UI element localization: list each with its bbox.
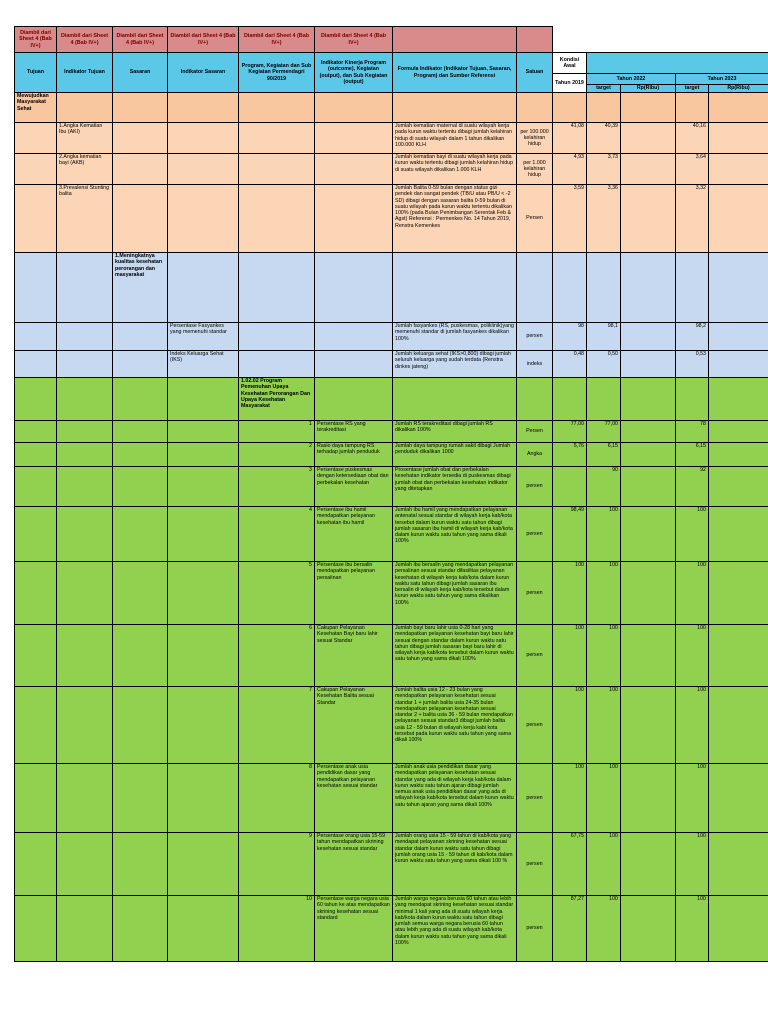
blank-cell xyxy=(553,27,768,53)
target-2023-cell: 100 xyxy=(676,562,709,625)
target-2022-cell: 98,1 xyxy=(587,323,621,351)
table-row xyxy=(15,253,768,323)
formula-cell: Jumlah fasyankes (RS, puskesmas, poliklinik)yang memenuhi standar di jumlah fasyankes dikalikan 100% xyxy=(393,323,517,351)
source-header-blank xyxy=(393,27,517,53)
kondisi-awal-cell: 100 xyxy=(553,764,587,833)
program-cell: 1.02.02 Program Pemenuhan Upaya Kesehatan Perorangan Dan Upaya Kesehatan Masyarakat xyxy=(239,378,315,421)
row-number-cell: 10 xyxy=(239,896,315,962)
indikator-kinerja-cell: Persentase RS yang terakreditasi xyxy=(315,421,393,443)
table-row xyxy=(15,562,768,625)
col-formula: Formula Indikator (Indikator Tujuan, Sasaran, Program) dan Sumber Referensi xyxy=(393,53,517,93)
satuan-cell: indeks xyxy=(517,351,553,378)
table-row xyxy=(15,323,768,351)
target-2022-cell: 100 xyxy=(587,764,621,833)
formula-cell: Jumlah orang usia 15 - 59 tahun di kab/kota yang mendapat pelayanan skrining kesehatan sesuai standar dalam kurun waktu satu tahun dibagi jumlah orang usia 15 - 59 tahun di kab/kota dalam kurun waktu satu tahun yang sama dikali 100 % xyxy=(393,833,517,896)
col-target-2023: target xyxy=(676,85,709,93)
row-number-cell: 2 xyxy=(239,443,315,467)
kondisi-awal-cell xyxy=(553,467,587,507)
table-row xyxy=(15,351,768,378)
source-header-row xyxy=(15,27,768,53)
target-2023-cell: 100 xyxy=(676,625,709,687)
satuan-cell: persen xyxy=(517,764,553,833)
table-row xyxy=(15,764,768,833)
indikator-kinerja-cell: Persentase anak usia pendidikan dasar yang mendapatkan pelayanan kesehatan sesuai standar xyxy=(315,764,393,833)
kondisi-awal-cell: 41,08 xyxy=(553,123,587,154)
satuan-cell: persen xyxy=(517,833,553,896)
source-header: Diambil dari Sheet 4 (Bab IV+) xyxy=(15,27,57,53)
target-2023-cell: 100 xyxy=(676,833,709,896)
target-2023-cell: 3,32 xyxy=(676,185,709,253)
row-number-cell: 1 xyxy=(239,421,315,443)
col-rp-2022: Rp(Ribu) xyxy=(621,85,676,93)
target-2023-cell: 100 xyxy=(676,507,709,562)
formula-cell: Jumlah kematian bayi di suatu wilayah kerja pada kurun waktu tertentu dibagi jumlah kelahiran hidup di suatu wilayah dikalikan 1.000 KLH xyxy=(393,154,517,185)
kondisi-awal-cell: 77,00 xyxy=(553,421,587,443)
satuan-cell: persen xyxy=(517,467,553,507)
formula-cell: Prosentase jumlah obat dan perbekalan kesehatan indikator tersedia di puskesmas dibagi jumlah obat dan perbekalan kesehatan indikator yang ditetapkan xyxy=(393,467,517,507)
col-target-2022: target xyxy=(587,85,621,93)
indikator-kinerja-cell: Cakupan Pelayanan Kesehatan Bayi baru lahir sesuai Standar xyxy=(315,625,393,687)
formula-cell: Jumlah anak usia pendidikan dasar yang mendapatkan pelayanan kesehatan sesuai standar yang ada di wilayah kerja kab/kota dalam kurun waktu satu tahun ajaran dibagi jumlah semua anak usia pendidikan dasar yang ada di wilayah kerja kab/kota tersebut dalam kurun waktu satu tahun ajaran yang sama dikali 100% xyxy=(393,764,517,833)
source-header: Diambil dari Sheet 4 (Bab IV+) xyxy=(57,27,113,53)
indikator-sasaran-cell: Persentase Fasyankes yang memenuhi standar xyxy=(168,323,239,351)
target-2023-cell: 0,53 xyxy=(676,351,709,378)
target-2023-cell: 92 xyxy=(676,467,709,507)
column-header-row xyxy=(15,53,768,74)
col-blank xyxy=(587,53,768,74)
table-row xyxy=(15,378,768,421)
row-number-cell: 6 xyxy=(239,625,315,687)
indikator-kinerja-cell: Persentase ibu hamil mendapatkan pelayanan kesehatan ibu hamil xyxy=(315,507,393,562)
target-2023-cell: 3,64 xyxy=(676,154,709,185)
kondisi-awal-cell: 98,49 xyxy=(553,507,587,562)
formula-cell: Jumlah ibu hamil yang mendapatkan pelayanan antenatal sesuai standar di wilayah kerja kab/kota tersebut dalam kurun waktu satu tahun dibagi jumlah sasaran ibu hamil di wilayah kerja kab/kota dalam kurun waktu satu tahun yang sama dikali 100% xyxy=(393,507,517,562)
source-header: Diambil dari Sheet 4 (Bab IV+) xyxy=(168,27,239,53)
formula-cell: Jumlah warga negara berusia 60 tahun atau lebih yang mendapat skrining kesehatan sesuai standar minimal 1 kali yang ada di suatu wilayah kerja kab/kota dalam kurun waktu satu tahun dibagi jumlah semua warga negara berusia 60 tahun atau lebih yang ada di suatu wilayah kab/kota dalam kurun waktu satu tahun yang sama dikali 100% xyxy=(393,896,517,962)
satuan-cell: Angka xyxy=(517,443,553,467)
target-2022-cell: 100 xyxy=(587,687,621,764)
target-2022-cell: 3,36 xyxy=(587,185,621,253)
target-2022-cell: 100 xyxy=(587,896,621,962)
indikator-kinerja-cell: Persentase ibu bersalin mendapatkan pelayanan persalinan xyxy=(315,562,393,625)
satuan-cell: persen xyxy=(517,323,553,351)
source-header: Diambil dari Sheet 4 (Bab IV+) xyxy=(239,27,315,53)
col-sasaran: Sasaran xyxy=(113,53,168,93)
col-tahun-2019: Tahun 2019 xyxy=(553,74,587,93)
satuan-cell: Persen xyxy=(517,185,553,253)
target-2022-cell: 90 xyxy=(587,467,621,507)
formula-cell: Jumlah daya tampung rumah sakit dibagi Jumlah penduduk dikalikan 1000 xyxy=(393,443,517,467)
kondisi-awal-cell: 87,27 xyxy=(553,896,587,962)
kondisi-awal-cell: 4,93 xyxy=(553,154,587,185)
formula-cell: Jumlah bayi baru lahir usia 0-28 hari yang mendapatkan pelayanan kesehatan bayi baru lahir sesuai dengan standar dalam kurun waktu satu tahun dibagi jumlah sasaran bayi baru lahir di wilayah kerja kab/kota tersebut dalam kurun waktu satu tahun yang sama dikali 100% xyxy=(393,625,517,687)
indikator-kinerja-cell: Persentase warga negara usia 60 tahun ke atas mendapatkan skrining kesehatan sesuai standard xyxy=(315,896,393,962)
target-2022-cell: 77,00 xyxy=(587,421,621,443)
kondisi-awal-cell: 100 xyxy=(553,625,587,687)
col-indikator-sasaran: Indikator Sasaran xyxy=(168,53,239,93)
col-indikator-kinerja: Indikator Kinerja Program (outcome), Kegiatan (output), dan Sub Kegiatan (output) xyxy=(315,53,393,93)
col-indikator-tujuan: Indikator Tujuan xyxy=(57,53,113,93)
kondisi-awal-cell: 100 xyxy=(553,562,587,625)
target-2022-cell: 100 xyxy=(587,507,621,562)
target-2022-cell: 40,39 xyxy=(587,123,621,154)
satuan-cell: persen xyxy=(517,625,553,687)
target-2022-cell: 0,50 xyxy=(587,351,621,378)
formula-cell: Jumlah keluarga sehat (IKS>0,800) dibagi jumlah seluruh keluarga yang sudah terdata (Renstra dinkes jateng) xyxy=(393,351,517,378)
tujuan-cell: Mewujudkan Masyarakat Sehat xyxy=(15,93,57,123)
row-number-cell: 8 xyxy=(239,764,315,833)
kondisi-awal-cell: 98 xyxy=(553,323,587,351)
indikator-sasaran-cell: Indeks Keluarga Sehat (IKS) xyxy=(168,351,239,378)
source-header: Diambil dari Sheet 4 (Bab IV+) xyxy=(315,27,393,53)
formula-cell: Jumlah ibu bersalin yang mendapatkan pelayanan persalinan sesuai standar difasilitas pelayanan kesehatan di wilayah kerja kab/kota dalam kurun waktu satu tahun dibagi jumlah sasaran ibu bersalin di wilayah kerja kab/kota tersebut dalam kurun waktu satu tahun yang sama dikalikan 100% xyxy=(393,562,517,625)
col-rp-2023: Rp(Ribu) xyxy=(709,85,768,93)
table-row xyxy=(15,185,768,253)
source-header: Diambil dari Sheet 4 (Bab IV+) xyxy=(113,27,168,53)
satuan-cell: persen xyxy=(517,687,553,764)
table-row xyxy=(15,625,768,687)
indikator-kinerja-cell: Rasio daya tampung RS terhadap jumlah penduduk xyxy=(315,443,393,467)
target-2023-cell: 100 xyxy=(676,896,709,962)
satuan-cell: per 1.000 kelahiran hidup xyxy=(517,154,553,185)
indikator-tujuan-cell: 2.Angka kematian bayi (AKB) xyxy=(57,154,113,185)
target-2022-cell: 3,73 xyxy=(587,154,621,185)
kondisi-awal-cell: 5,76 xyxy=(553,443,587,467)
row-number-cell: 4 xyxy=(239,507,315,562)
table-row xyxy=(15,443,768,467)
indikator-tujuan-cell: 3.Prevalensi Stunting balita xyxy=(57,185,113,253)
col-tujuan: Tujuan xyxy=(15,53,57,93)
formula-cell: Jumlah balita usia 12 - 23 bulan yang mendapatkan pelayanan kesehatan sesuai standar 1 + jumlah balita usia 24-35 bulan mendapatkan pelayanan kesehatan sesuai standar 2 + balita usia 36 - 59 bulan mendapatkan pelayanan sesuai standar3 dibagi jumlah balita usia 12 - 59 bulan di wilayah kerja kabi kota tersebut pada kurun waktu satu tahun yang sama dikali 100% xyxy=(393,687,517,764)
target-2022-cell: 100 xyxy=(587,625,621,687)
table-row xyxy=(15,833,768,896)
table-row xyxy=(15,123,768,154)
target-2023-cell: 6,15 xyxy=(676,443,709,467)
satuan-cell: persen xyxy=(517,896,553,962)
kondisi-awal-cell: 0,48 xyxy=(553,351,587,378)
indikator-kinerja-cell: Persentase orang usia 15-59 tahun mendapatkan skrining kesehatan sesuai standar xyxy=(315,833,393,896)
table-row xyxy=(15,421,768,443)
row-number-cell: 9 xyxy=(239,833,315,896)
table-row xyxy=(15,467,768,507)
satuan-cell: persen xyxy=(517,562,553,625)
formula-cell: Jumlah Balita 0-59 bulan dengan status gizi pendek dan sangat pendek (TB/U atau PB/U < -2 SD) dibagi dengan sasaran balita 0-59 bulan di suatu wilayah pada kurun waktu tertentu dikalikan 100% (pada Bulan Penimbangan Serentak Feb & Agst) Referensi : Permenkes No. 14 Tahun 2019, Renstra Kemenkes xyxy=(393,185,517,253)
source-header-blank xyxy=(517,27,553,53)
sasaran-cell: 1.Meningkatnya kualitas kesehatan perorangan dan masyarakat xyxy=(113,253,168,323)
indikator-tujuan-cell: 1.Angka Kematian Ibu (AKI) xyxy=(57,123,113,154)
col-satuan: Satuan xyxy=(517,53,553,93)
col-tahun-2022: Tahun 2022 xyxy=(587,74,676,85)
col-kondisi-awal: Kondisi Awal xyxy=(553,53,587,74)
indikator-kinerja-cell: Persentase puskesmas dengan ketersediaan obat dan perbekalan kesehatan xyxy=(315,467,393,507)
renstra-table xyxy=(14,26,768,962)
satuan-cell: persen xyxy=(517,507,553,562)
col-tahun-2023: Tahun 2023 xyxy=(676,74,768,85)
row-number-cell: 7 xyxy=(239,687,315,764)
target-2022-cell: 100 xyxy=(587,833,621,896)
row-number-cell: 5 xyxy=(239,562,315,625)
table-row xyxy=(15,93,768,123)
target-2023-cell: 98,2 xyxy=(676,323,709,351)
satuan-cell: per 100.000 kelahiran hidup xyxy=(517,123,553,154)
indikator-kinerja-cell: Cakupan Pelayanan Kesehatan Balita sesuai Standar xyxy=(315,687,393,764)
col-program: Program, Kegiatan dan Sub Kegiatan Permendagri 90/2019 xyxy=(239,53,315,93)
target-2023-cell: 40,16 xyxy=(676,123,709,154)
formula-cell: Jumlah kematian maternal di suatu wilayah kerja pada kurun waktu tertentu dibagi jumlah kelahiran hidup di suatu wilayah dalam 1 tahun dikalikan 100.000 KLH xyxy=(393,123,517,154)
table-row xyxy=(15,687,768,764)
target-2023-cell: 78 xyxy=(676,421,709,443)
table-row xyxy=(15,154,768,185)
satuan-cell: Persen xyxy=(517,421,553,443)
kondisi-awal-cell: 67,75 xyxy=(553,833,587,896)
target-2023-cell: 100 xyxy=(676,687,709,764)
formula-cell: Jumlah RS terakreditasi dibagi jumlah RS dikalikan 100% xyxy=(393,421,517,443)
table-row xyxy=(15,507,768,562)
target-2022-cell: 100 xyxy=(587,562,621,625)
target-2023-cell: 100 xyxy=(676,764,709,833)
kondisi-awal-cell: 3,59 xyxy=(553,185,587,253)
table-row xyxy=(15,896,768,962)
row-number-cell: 3 xyxy=(239,467,315,507)
target-2022-cell: 6,15 xyxy=(587,443,621,467)
kondisi-awal-cell: 100 xyxy=(553,687,587,764)
